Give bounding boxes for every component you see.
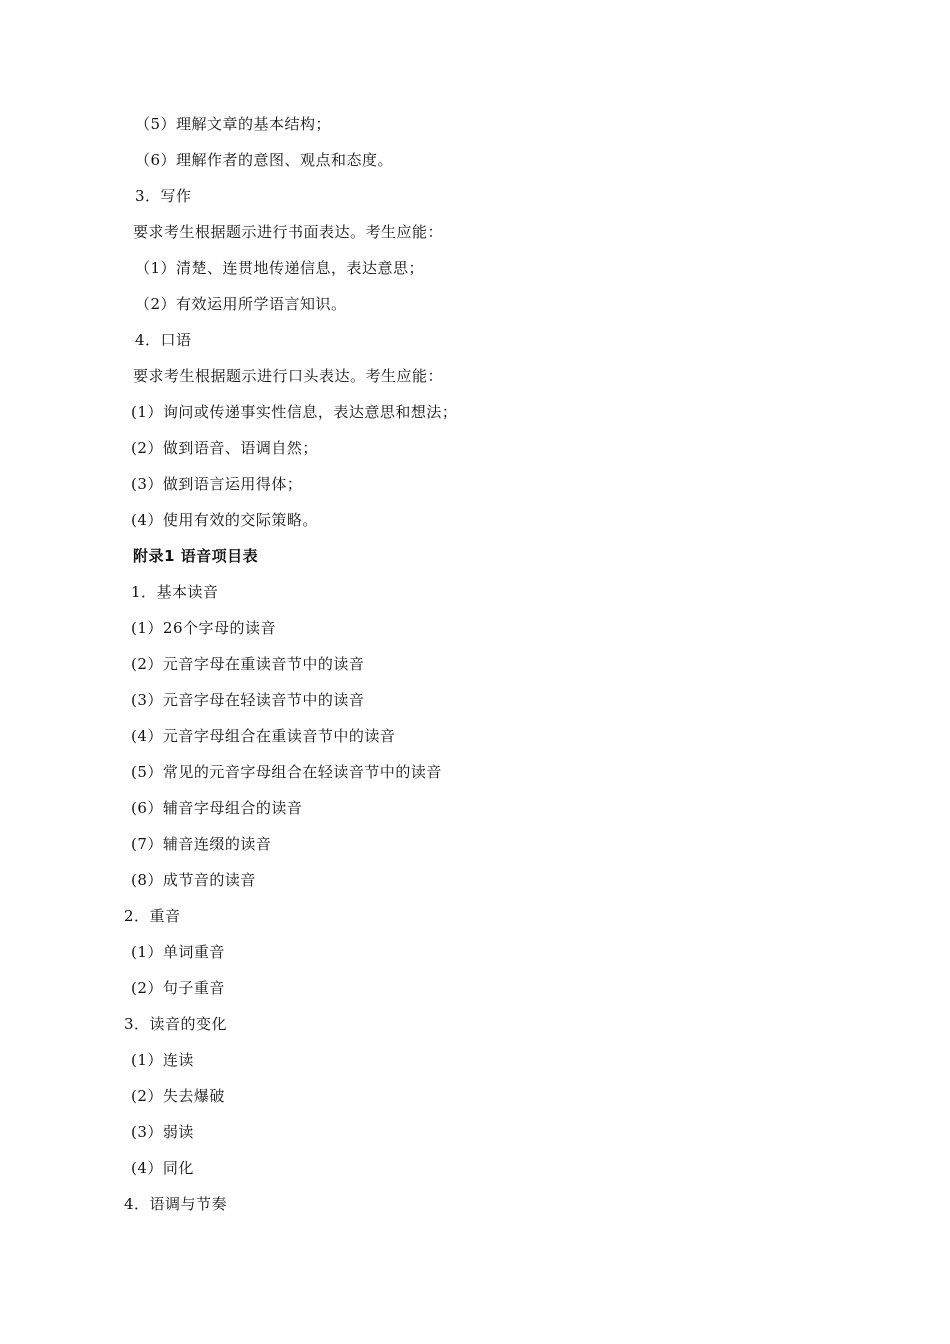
section-heading: 1．基本读音: [131, 583, 219, 601]
section-heading: 4．口语: [135, 331, 192, 349]
section-heading: 4．语调与节奏: [124, 1195, 228, 1213]
list-item: (1）连读: [131, 1051, 194, 1069]
appendix-title: 附录1 语音项目表: [133, 547, 259, 565]
list-item: (5）常见的元音字母组合在轻读音节中的读音: [131, 763, 442, 781]
list-item: (2）失去爆破: [131, 1087, 225, 1105]
section-heading: 2．重音: [124, 907, 181, 925]
text-line: (3）做到语言运用得体；: [131, 475, 303, 493]
text-line: （2）有效运用所学语言知识。: [135, 295, 347, 313]
text-line: (2）做到语音、语调自然；: [131, 439, 318, 457]
list-item: (6）辅音字母组合的读音: [131, 799, 303, 817]
list-item: (7）辅音连缀的读音: [131, 835, 272, 853]
text-line: （6）理解作者的意图、观点和态度。: [135, 151, 394, 169]
text-line: 要求考生根据题示进行书面表达。考生应能：: [133, 223, 444, 241]
text-line: （1）清楚、连贯地传递信息，表达意思；: [135, 259, 425, 277]
list-item: (3）弱读: [131, 1123, 194, 1141]
list-item: (8）成节音的读音: [131, 871, 256, 889]
list-item: (3）元音字母在轻读音节中的读音: [131, 691, 365, 709]
section-heading: 3．写作: [135, 187, 192, 205]
list-item: (4）同化: [131, 1159, 194, 1177]
list-item: (1）26个字母的读音: [131, 619, 276, 637]
list-item: (2）句子重音: [131, 979, 225, 997]
text-line: 要求考生根据题示进行口头表达。考生应能：: [133, 367, 444, 385]
list-item: (4）元音字母组合在重读音节中的读音: [131, 727, 396, 745]
text-line: (1）询问或传递事实性信息，表达意思和想法；: [131, 403, 458, 421]
list-item: (1）单词重音: [131, 943, 225, 961]
text-line: (4）使用有效的交际策略。: [131, 511, 318, 529]
list-item: (2）元音字母在重读音节中的读音: [131, 655, 365, 673]
section-heading: 3．读音的变化: [124, 1015, 228, 1033]
text-line: （5）理解文章的基本结构；: [135, 115, 332, 133]
